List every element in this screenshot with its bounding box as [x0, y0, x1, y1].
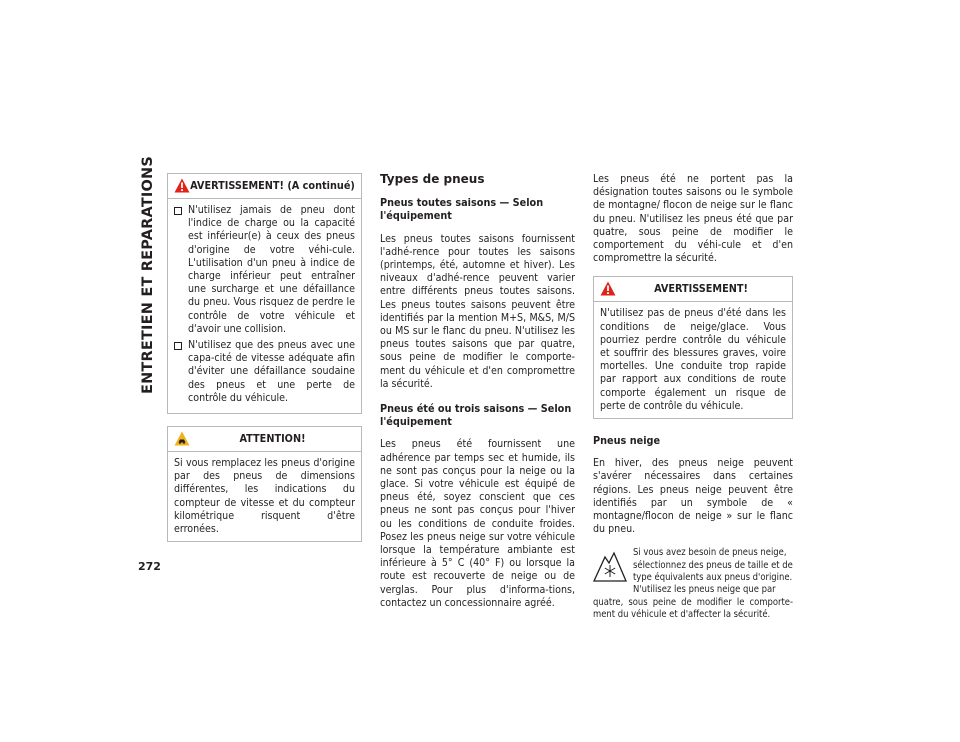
- paragraph-summer-marking: Les pneus été ne portent pas la désignation toutes saisons ou le symbole de montagne/ flocon de neige sur le flanc du pneu. N'utilisez les pneus été que par quatre, sous peine de modifier le comportement du véhi-cule et d'en compromettre la sécurité.: [593, 173, 793, 265]
- column-left: [167, 173, 362, 542]
- warning-continued-box: [167, 173, 362, 414]
- warning-title: AVERTISSEMENT!: [654, 282, 748, 296]
- snow-note-line: N'utilisez les pneus neige que par: [633, 584, 776, 596]
- column-middle: [380, 173, 575, 621]
- warning-box: [593, 276, 793, 419]
- snow-note-tail: quatre, sous peine de modifier le comporte-ment du véhicule et d'affecter la sécurité.: [593, 596, 793, 620]
- chapter-side-tab: [137, 155, 159, 395]
- snow-note-line: type équivalents aux pneus d'origine.: [633, 572, 793, 584]
- attention-text: Si vous remplacez les pneus d'origine par des pneus de dimensions différentes, les indications du compteur de vitesse et du compteur kilométrique risquent d'être erronées.: [174, 457, 355, 536]
- paragraph-all-season: Les pneus toutes saisons fournissent l'adhé-rence pour toutes les saisons (printemps, été, automne et hiver). Les niveaux d'adhé-rence peuvent varier entre différents pneus toutes saisons. Les pneus toutes saisons peuvent être identifiés par la mention M+S, M&S, M/S ou MS sur le flanc du pneu. N'utilisez les pneus toutes saisons que par quatre, sous peine de modifier le comporte-ment du véhicule et d'en compromettre la sécurité.: [380, 232, 575, 390]
- page-number: 272: [138, 560, 161, 573]
- attention-title: ATTENTION!: [239, 432, 306, 446]
- warning-header: [594, 277, 792, 302]
- section-title: Types de pneus: [380, 172, 485, 186]
- list-item: N'utilisez que des pneus avec une capa-cité de vitesse adéquate afin d'éviter une défaillance soudaine des pneus et une perte de contrôle du véhicule.: [174, 339, 355, 405]
- bullet-square-icon: [174, 342, 182, 350]
- subsection-summer: Pneus été ou trois saisons — Selon l'équipement: [380, 402, 572, 429]
- paragraph-snow: En hiver, des pneus neige peuvent s'avérer nécessaires dans certaines régions. Les pneus neige peuvent être identifiés par un symbole de « montagne/flocon de neige » sur le flanc du pneu.: [593, 457, 793, 536]
- column-right: [593, 173, 793, 621]
- mountain-snowflake-icon: [593, 549, 627, 583]
- snow-note-line: Si vous avez besoin de pneus neige,: [633, 547, 787, 559]
- attention-box: [167, 426, 362, 542]
- warning-text: N'utilisez pas de pneus d'été dans les conditions de neige/glace. Vous pourriez perdre contrôle du véhicule et souffrir des blessures graves, voire mortelles. Une conduite trop rapide par rapport aux conditions de route comporte également un risque de perte de contrôle du véhicule.: [600, 307, 786, 412]
- warning-continued-title: AVERTISSEMENT! (A continué): [190, 179, 355, 192]
- snow-note-line: sélectionnez des pneus de taille et de: [633, 559, 793, 571]
- subsection-all-season: Pneus toutes saisons — Selon l'équipement: [380, 196, 544, 223]
- warning-continued-header: [168, 174, 361, 199]
- attention-header: [168, 427, 361, 452]
- subsection-snow: Pneus neige: [593, 434, 661, 448]
- paragraph-summer: Les pneus été fournissent une adhérence par temps sec et humide, ils ne sont pas conçus pour la neige ou la glace. Si votre véhicule est équipé de pneus été, soyez conscient que ces pneus ne sont pas conçus pour l'hiver ou les conditions de conduite froides. Posez les pneus neige sur votre véhicule lorsque la température ambiante est inférieure à 5° C (40° F) ou lorsque la route est recouverte de neige ou de verglas. Pour plus d'informa-tions, contactez un concessionnaire agréé.: [380, 438, 575, 609]
- bullet-square-icon: [174, 207, 182, 215]
- chapter-title: ENTRETIEN ET REPARATIONS: [140, 155, 156, 395]
- snow-note: [593, 547, 793, 621]
- list-item: N'utilisez jamais de pneu dont l'indice de charge ou la capacité est inférieur(e) à ceux des pneus d'origine de votre véhi-cule. L'utilisation d'un pneu à indice de charge inférieur peut entraîner une surcharge et une défaillance du pneu. Vous risquez de perdre le contrôle de votre véhicule et d'avoir une collision.: [174, 204, 355, 336]
